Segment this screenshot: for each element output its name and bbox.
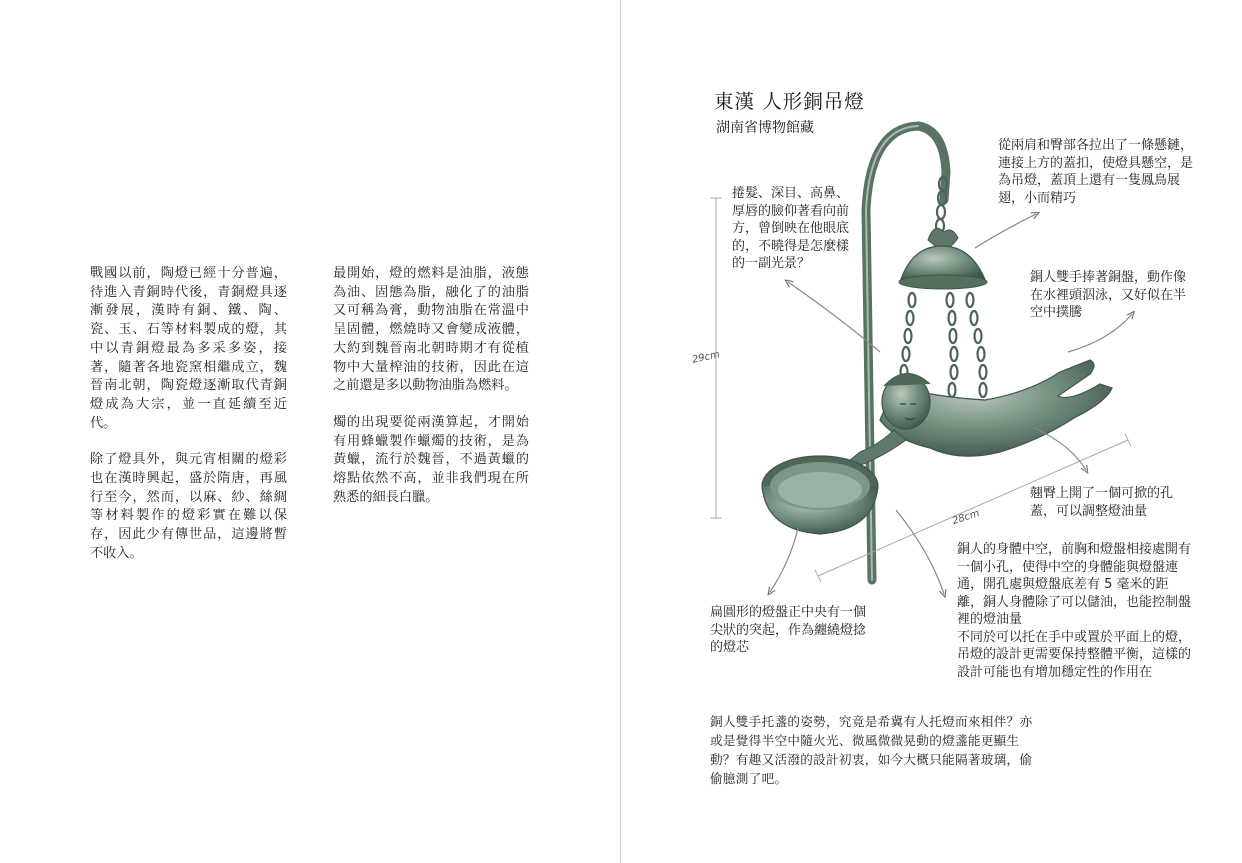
- height-dimension-label: 29cm: [691, 349, 721, 366]
- annotation-dish: 扁圓形的燈盤正中央有一個尖狀的突起，作為纏繞燈捻的燈芯: [710, 605, 867, 655]
- paragraph: 燭的出現要從兩漢算起，才開始有用蜂蠟製作蠟燭的技術，是為黃蠟，流行於魏晉，不過黃蠟的熔點依然不高，並非我們現在所熟悉的細長白臘。: [333, 414, 529, 505]
- annotation-hands: 銅人雙手捧著銅盤，動作像在水裡頭泅泳，又好似在半空中撲騰: [1030, 270, 1187, 320]
- paragraph: 最開始，燈的燃料是油脂，液態為油、固態為脂，融化了的油脂又可稱為膏，動物油脂在常溫中呈固體，燃燒時又會變成液體，大約到魏晉南北朝時期才有從植物中大量榨油的技術，因此在這之前還是多以動物油脂為燃料。: [333, 266, 529, 394]
- paragraph: 除了燈具外，與元宵相關的燈彩也在漢時興起，盛於隋唐，再風行至今，然而，以麻、紗、絲綢等材料製作的燈彩實在難以保存，因此少有傳世品，這邊將暫不收入。: [90, 452, 287, 561]
- oil-dish: [762, 456, 878, 534]
- annotation-chain: 從兩肩和臀部各拉出了一條懸鏈，連接上方的蓋扣，使燈具懸空，是為吊燈，蓋頂上還有一隻鳳鳥展翅，小而精巧: [998, 138, 1194, 206]
- width-dimension-label: 28cm: [950, 507, 981, 528]
- annotation-body-paragraph: 不同於可以托在手中或置於平面上的燈，吊燈的設計更需要保持整體平衡，這樣的設計可能也有增加穩定性的作用在: [957, 629, 1192, 680]
- annotation-lid-hole: 翹臀上開了一個可掀的孔蓋，可以調整燈油量: [1030, 486, 1174, 519]
- annotation-body-paragraph: 銅人的身體中空，前胸和燈盤相接處開有一個小孔，使得中空的身體能與燈盤連通，開孔處與燈盤底差有 5 毫米的距離，銅人身體除了可以儲油，也能控制盤裡的燈油量: [957, 542, 1192, 627]
- annotation-body: [957, 541, 1193, 681]
- handwritten-note: 銅人雙手托盞的姿勢，究竟是希冀有人托燈而來相伴？亦或是覺得半空中隨火光、微風微微晃動的燈盞能更顯生動？有趣又活潑的設計初衷，如今大概只能隔著玻璃，偷偷臆測了吧。: [710, 714, 1033, 786]
- figure-arms: [850, 430, 906, 465]
- paragraph: 戰國以前，陶燈已經十分普遍，待進入青銅時代後，青銅燈具逐漸發展，漢時有銅、鐵、陶、瓷、玉、石等材料製成的燈，其中以青銅燈最為多采多姿，接著，隨著各地瓷窯相繼成立，魏晉南北朝，陶瓷燈逐漸取代青銅燈成為大宗，並一直延續至近代。: [90, 266, 287, 431]
- support-rod: [866, 126, 946, 580]
- page-title: 東漢 人形銅吊燈: [714, 90, 865, 113]
- page-subtitle: 湖南省博物館藏: [716, 120, 814, 136]
- annotation-face: 捲髮、深目、高鼻、厚唇的臉仰著看向前方，曾倒映在他眼底的，不曉得是怎麼樣的一副光景？: [732, 186, 850, 271]
